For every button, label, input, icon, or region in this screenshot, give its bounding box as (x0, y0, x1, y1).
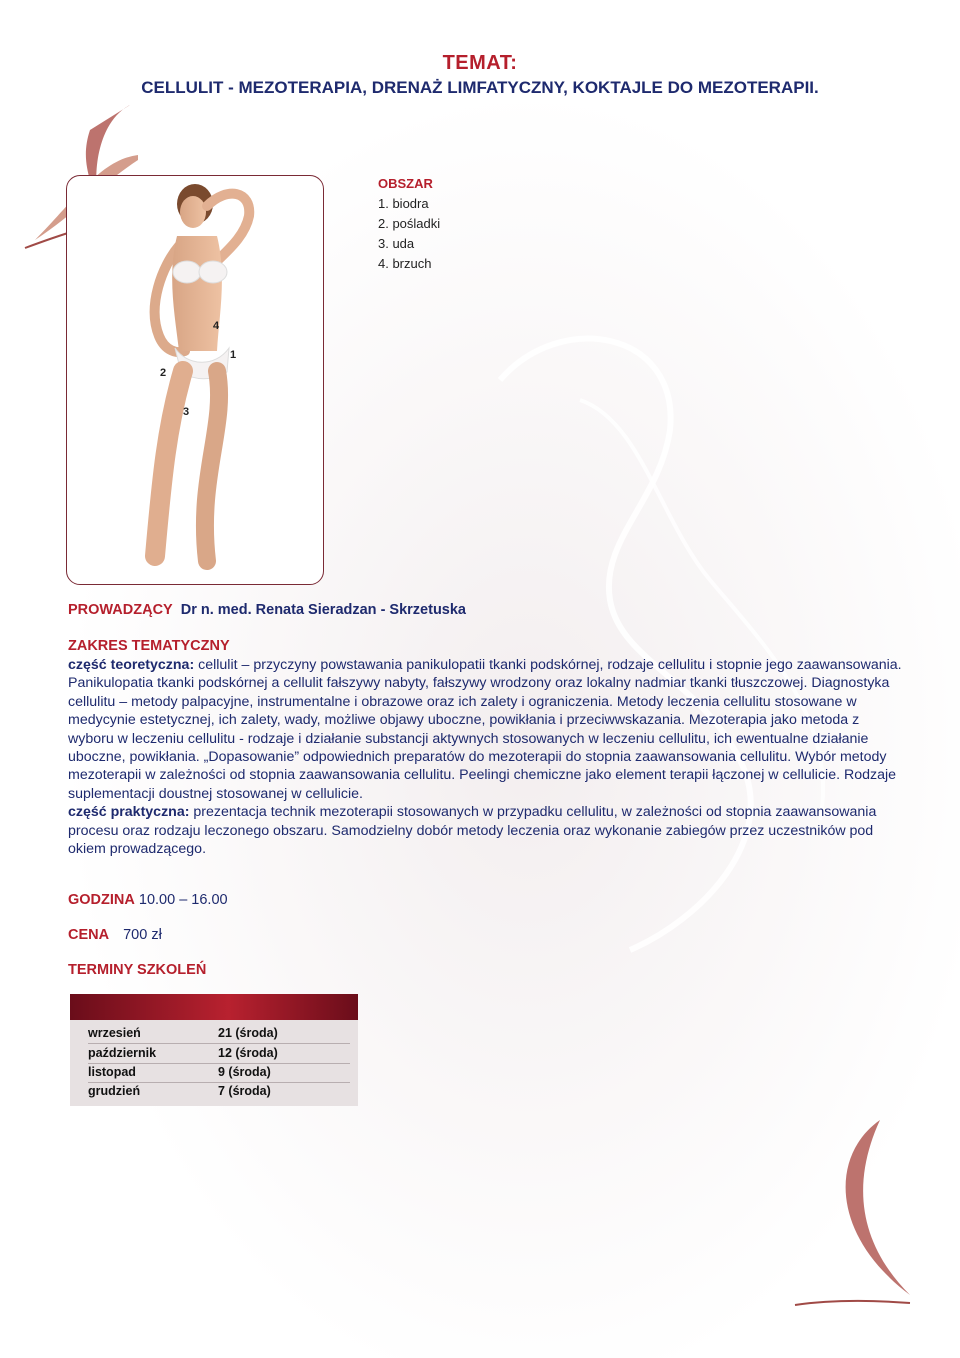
row-date: 21 (środa) (218, 1026, 278, 1040)
area-item: 4. brzuch (378, 256, 432, 271)
practice-text: prezentacja technik mezoterapii stosowanych w przypadku cellulitu, w zależności od stopnia zaawansowania procesu oraz rodzaju leczonego obszaru. Samodzielny dobór metody leczenia oraz wykonanie zabiegów przez uczestników pod okiem prowadzącego. (68, 804, 877, 858)
hours-value: 10.00 – 16.00 (138, 892, 228, 908)
hours-label: GODZINA (68, 892, 135, 908)
area-item: 2. pośladki (378, 216, 441, 231)
woman-figure-image (67, 176, 323, 584)
dates-table (70, 994, 358, 1106)
row-date: 12 (środa) (218, 1046, 278, 1060)
area-heading: OBSZAR (378, 176, 433, 191)
scope-heading: ZAKRES TEMATYCZNY (68, 638, 230, 654)
table-row (88, 1024, 350, 1044)
row-date: 9 (środa) (218, 1065, 271, 1079)
instructor-name: Dr n. med. Renata Sieradzan - Skrzetuska (180, 602, 466, 618)
instructor-line (68, 602, 466, 618)
page-title: CELLULIT - MEZOTERAPIA, DRENAŻ LIMFATYCZNY, KOKTAJLE DO MEZOTERAPII. (141, 78, 819, 97)
dates-table-header (70, 994, 358, 1020)
row-date: 7 (środa) (218, 1084, 271, 1098)
practice-label: część praktyczna: (68, 804, 190, 821)
table-row (88, 1044, 350, 1064)
area-item: 3. uda (378, 236, 415, 251)
table-row (88, 1082, 350, 1101)
row-month: wrzesień (88, 1026, 141, 1040)
price-value: 700 zł (123, 927, 162, 943)
dates-heading: TERMINY SZKOLEŃ (68, 962, 207, 978)
marker-thigh: 3 (183, 406, 190, 418)
instructor-label: PROWADZĄCY (68, 602, 173, 618)
area-list (378, 174, 440, 274)
theory-paragraph (68, 656, 903, 803)
background-figure-outline (380, 300, 900, 1000)
table-row (88, 1063, 350, 1083)
row-month: grudzień (88, 1084, 141, 1098)
marker-abdomen: 4 (213, 320, 220, 332)
price-line (68, 927, 162, 943)
practice-paragraph (68, 803, 903, 858)
row-month: listopad (88, 1065, 136, 1079)
theory-text: cellulit – przyczyny powstawania panikulopatii tkanki podskórnej, rodzaje cellulitu i stopnie jego zaawansowania. Panikulopatia tkanki podskórnej a cellulit fałszywy nabyty, fałszywy wrodzony oraz lokalny nadmiar tkanki tłuszczowej. Diagnostyka cellulitu – metody palpacyjne, instrumentalne i obrazowe oraz ich zalety i ograniczenia. Metody leczenia cellulitu stosowane w medycynie estetycznej, ich zalety, wady, możliwe objawy uboczne, powikłania i przeciwwskazania. Mezoterapia jako metoda z wyboru w leczeniu cellulitu - rodzaje i działanie substancji aktywnych stosowanych w leczeniu cellulitu, ich ewentualne działanie uboczne, powikłania. „Dopasowanie” odpowiednich preparatów do mezoterapii do stopnia zaawansowania cellulitu. Wybór metody mezoterapii w zależności od stopnia zaawansowania cellulitu. Peelingi chemiczne jako element terapii łączonej w cellulicie. Rodzaje suplementacji doustnej stosowanej w cellulicie. (68, 657, 902, 802)
scope-description (68, 656, 903, 858)
price-label: CENA (68, 927, 110, 943)
area-item: 1. biodra (378, 196, 429, 211)
topic-label: TEMAT: (442, 52, 518, 74)
row-month: październik (88, 1046, 157, 1060)
body-photo (66, 175, 324, 585)
marker-hip: 1 (230, 349, 237, 361)
decorative-swirl-bottom (790, 1115, 930, 1315)
theory-label: część teoretyczna: (68, 657, 195, 673)
hours-line (68, 892, 228, 908)
marker-buttocks: 2 (160, 367, 167, 379)
